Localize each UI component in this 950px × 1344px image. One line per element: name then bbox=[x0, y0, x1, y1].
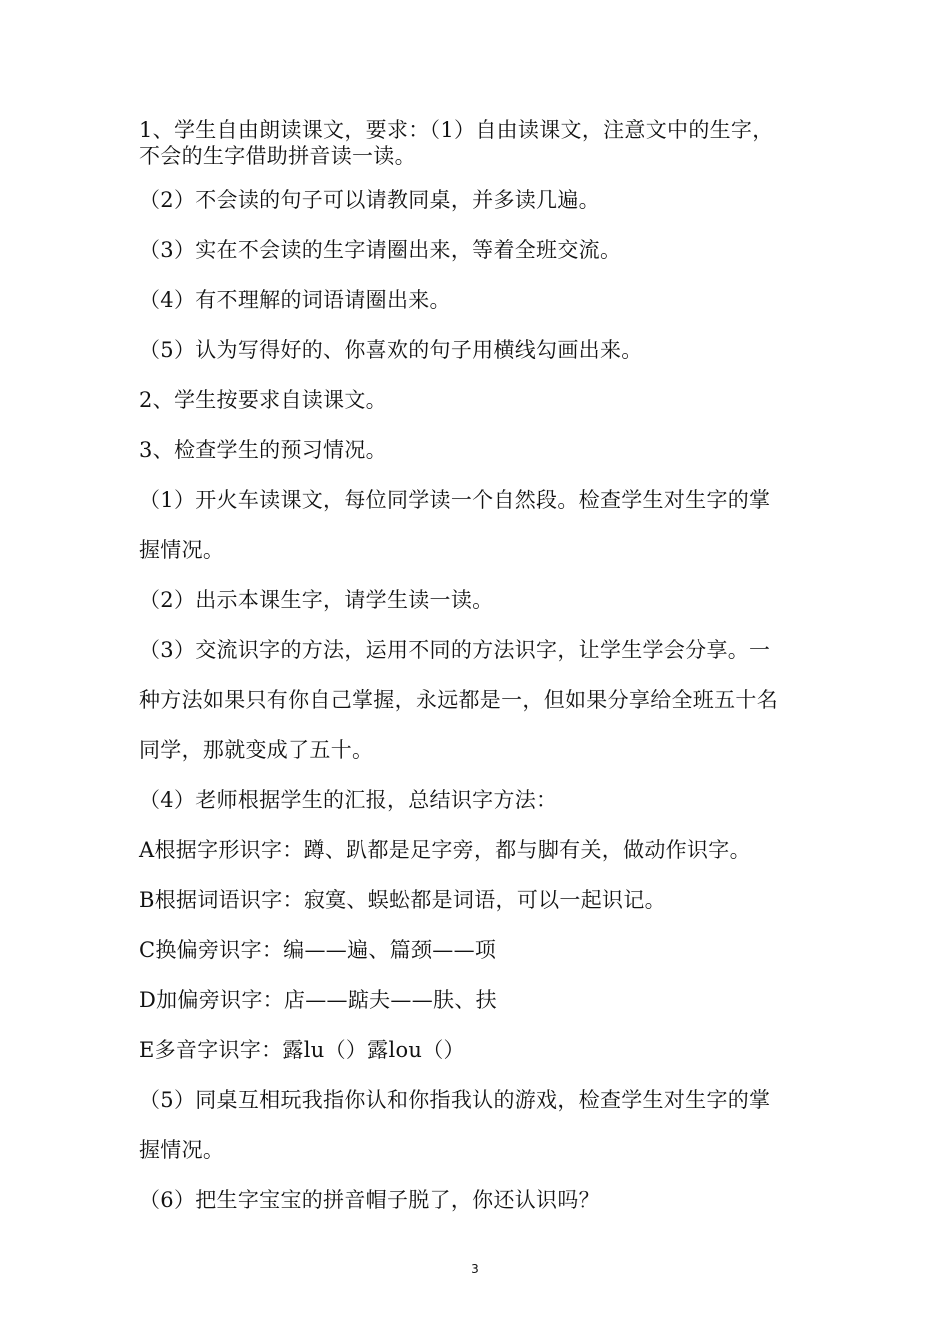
text-line-16: A根据字形识字：蹲、趴都是足字旁，都与脚有关，做动作识字。 bbox=[139, 838, 751, 862]
text-line-2: 不会的生字借助拼音读一读。 bbox=[139, 144, 416, 168]
text-line-14: 同学，那就变成了五十。 bbox=[139, 738, 374, 762]
text-line-1: 1、学生自由朗读课文，要求：（1）自由读课文，注意文中的生字， bbox=[139, 118, 774, 142]
text-line-10: 握情况。 bbox=[139, 538, 225, 562]
text-line-7: 2、学生按要求自读课文。 bbox=[139, 388, 387, 412]
text-line-15: （4）老师根据学生的汇报，总结识字方法： bbox=[139, 788, 558, 812]
text-line-20: E多音字识字：露lu（）露lou（） bbox=[139, 1038, 465, 1062]
text-line-23: （6）把生字宝宝的拼音帽子脱了，你还认识吗？ bbox=[139, 1188, 600, 1212]
text-line-8: 3、检查学生的预习情况。 bbox=[139, 438, 387, 462]
text-line-13: 种方法如果只有你自己掌握，永远都是一，但如果分享给全班五十名 bbox=[139, 688, 778, 712]
text-line-5: （4）有不理解的词语请圈出来。 bbox=[139, 288, 451, 312]
text-line-19: D加偏旁识字：店——踮夫——肤、扶 bbox=[139, 988, 497, 1012]
text-line-3: （2）不会读的句子可以请教同桌，并多读几遍。 bbox=[139, 188, 600, 212]
text-line-4: （3）实在不会读的生字请圈出来，等着全班交流。 bbox=[139, 238, 622, 262]
text-line-22: 握情况。 bbox=[139, 1138, 225, 1162]
text-line-21: （5）同桌互相玩我指你认和你指我认的游戏，检查学生对生字的掌 bbox=[139, 1088, 771, 1112]
text-line-11: （2）出示本课生字，请学生读一读。 bbox=[139, 588, 494, 612]
text-line-9: （1）开火车读课文，每位同学读一个自然段。检查学生对生字的掌 bbox=[139, 488, 771, 512]
page-number: 3 bbox=[471, 1262, 479, 1276]
text-line-18: C换偏旁识字：编——遍、篇颈——项 bbox=[139, 938, 497, 962]
text-line-17: B根据词语识字：寂寞、蜈蚣都是词语，可以一起识记。 bbox=[139, 888, 666, 912]
text-line-12: （3）交流识字的方法，运用不同的方法识字，让学生学会分享。一 bbox=[139, 638, 771, 662]
text-line-6: （5）认为写得好的、你喜欢的句子用横线勾画出来。 bbox=[139, 338, 643, 362]
